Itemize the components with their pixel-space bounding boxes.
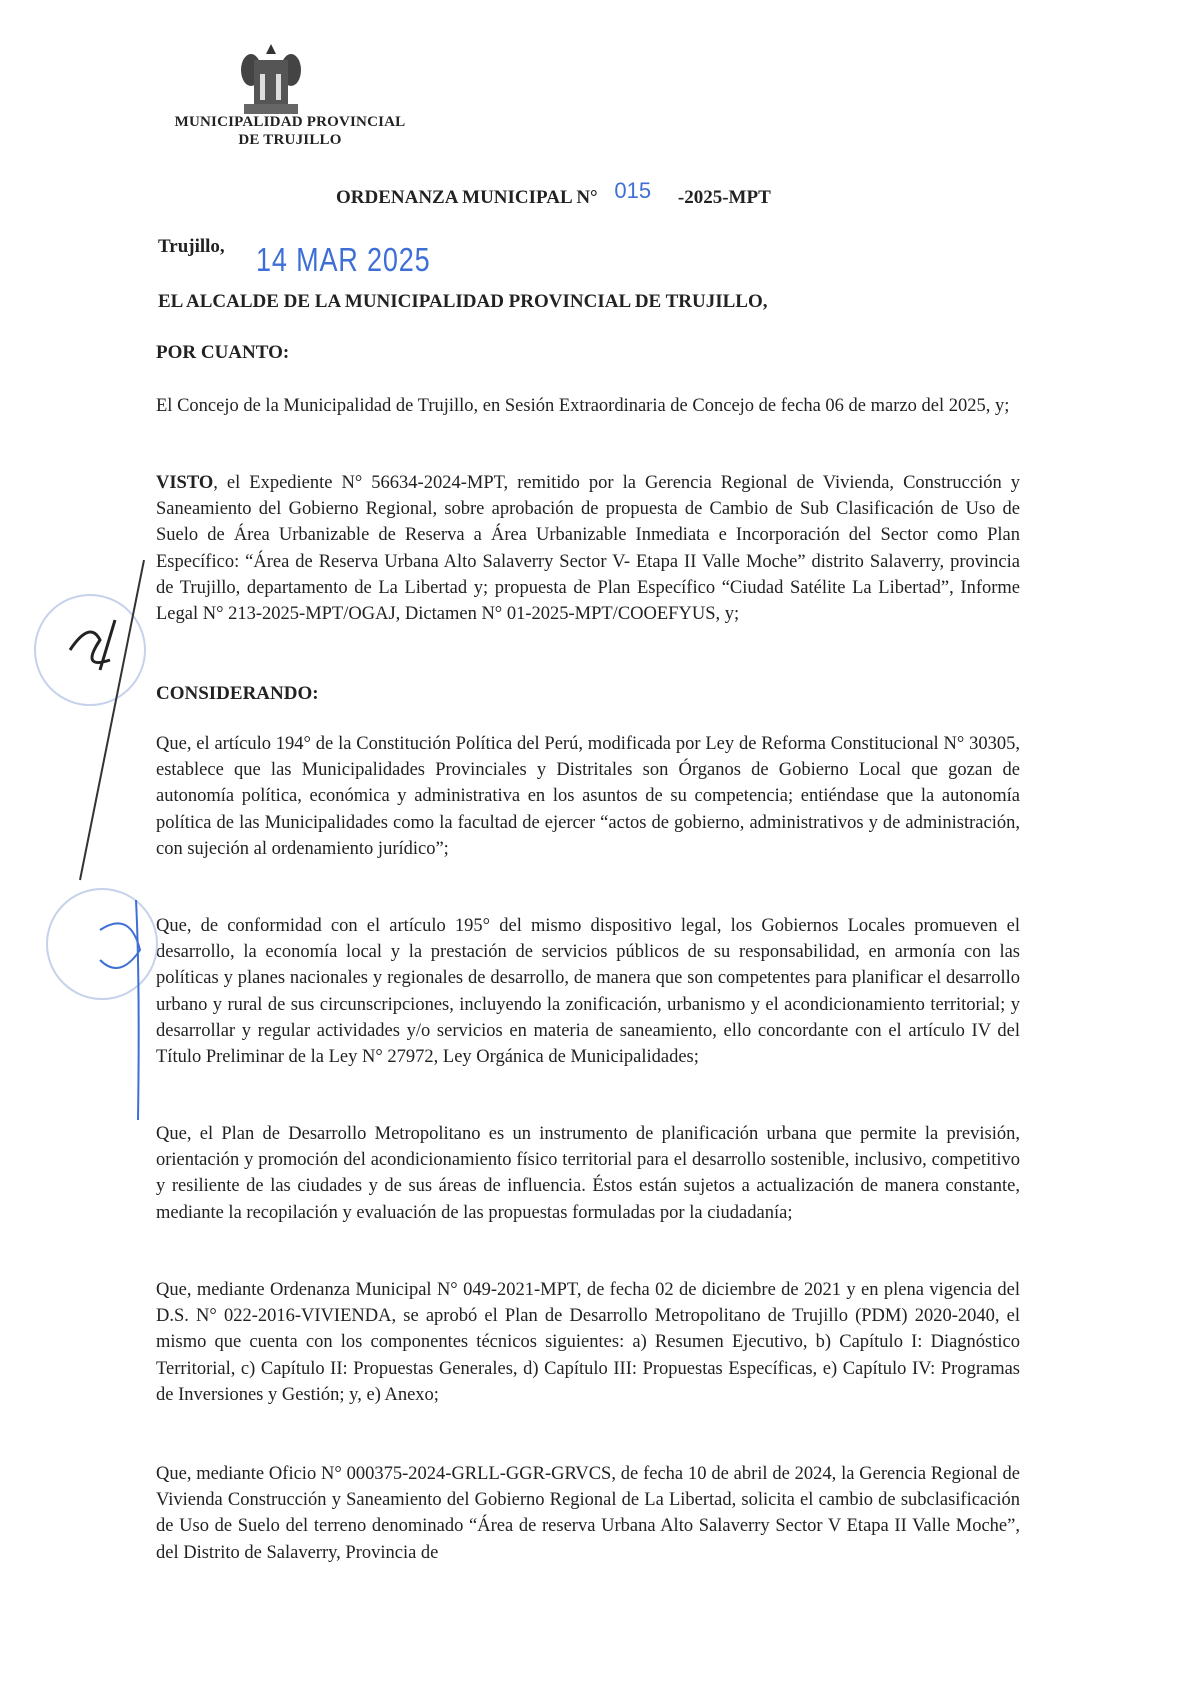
- visto-paragraph: [156, 470, 1020, 627]
- ordinance-title: [336, 178, 771, 209]
- considerando-paragraph: Que, mediante Ordenanza Municipal N° 049-2021-MPT, de fecha 02 de diciembre de 2021 y en plena vigencia del D.S. N° 022-2016-VIVIENDA, se aprobó el Plan de Desarrollo Metropolitano de Trujillo (PDM) 2020-2040, el mismo que cuenta con los componentes técnicos siguientes: a) Resumen Ejecutivo, b) Capítulo I: Diagnóstico Territorial, c) Capítulo II: Propuestas Generales, d) Capítulo III: Propuestas Específicas, e) Capítulo IV: Programas de Inversiones y Gestión; y, e) Anexo;: [156, 1280, 1020, 1405]
- title-prefix: ORDENANZA MUNICIPAL N°: [336, 187, 598, 208]
- municipal-coat-of-arms: [236, 42, 306, 118]
- place: Trujillo,: [158, 236, 225, 257]
- por-cuanto-heading: POR CUANTO:: [156, 342, 290, 363]
- considerando-paragraph: Que, el Plan de Desarrollo Metropolitano es un instrumento de planificación urbana que permite la previsión, orientación y promoción del acondicionamiento físico territorial para el desarrollo sostenible, inclusivo, competitivo y resiliente de las ciudades y de sus áreas de influencia. Éstos están sujetos a actualización de manera constante, mediante la recopilación y evaluación de las propuestas formuladas por la ciudadanía;: [156, 1124, 1020, 1223]
- org-name-line2: DE TRUJILLO: [238, 132, 342, 148]
- considerando-paragraph: Que, el artículo 194° de la Constitución Política del Perú, modificada por Ley de Reforma Constitucional N° 30305, establece que las Municipalidades Provinciales y Distritales son Órganos de Gobierno Local que gozan de autonomía política, económica y administrativa en los asuntos de su competencia; entiéndase que la autonomía política de las Municipalidades como la facultad de ejercer “actos de gobierno, administrativos y de administración, con sujeción al ordenamiento jurídico”;: [156, 734, 1020, 859]
- considerando-heading: CONSIDERANDO:: [156, 683, 319, 704]
- ordinance-number: 015: [614, 178, 652, 203]
- date-stamp: 14 MAR 2025: [256, 241, 431, 278]
- intro-paragraph: El Concejo de la Municipalidad de Trujillo, en Sesión Extraordinaria de Concejo de fecha 06 de marzo del 2025, y;: [156, 396, 1010, 416]
- visto-text: , el Expediente N° 56634-2024-MPT, remitido por la Gerencia Regional de Vivienda, Construcción y Saneamiento del Gobierno Regional, sobre aprobación de propuesta de Cambio de Sub Clasificación de Uso de Suelo de Área Urbanizable de Reserva a Área Urbanizable Inmediata e Incorporación del Sector como Plan Específico: “Área de Reserva Urbana Alto Salaverry Sector V- Etapa II Valle Moche” distrito Salaverry, provincia de Trujillo, departamento de La Libertad y; propuesta de Plan Específico “Ciudad Satélite La Libertad”, Informe Legal N° 213-2025-MPT/OGAJ, Dictamen N° 01-2025-MPT/COOEFYUS, y;: [156, 473, 1020, 625]
- signature-mark: [60, 560, 180, 1120]
- title-suffix: -2025-MPT: [677, 187, 771, 208]
- considerando-paragraph: Que, mediante Oficio N° 000375-2024-GRLL-GGR-GRVCS, de fecha 10 de abril de 2024, la Gerencia Regional de Vivienda Construcción y Saneamiento del Gobierno Regional de La Libertad, solicita el cambio de subclasificación de Uso de Suelo del terreno denominado “Área de reserva Urbana Alto Salaverry Sector V Etapa II Valle Moche”, del Distrito de Salaverry, Provincia de: [156, 1464, 1020, 1563]
- considerando-paragraph: Que, de conformidad con el artículo 195° del mismo dispositivo legal, los Gobiernos Locales promueven el desarrollo, la economía local y la prestación de servicios públicos de su responsabilidad, en armonía con las políticas y planes nacionales y regionales de desarrollo, de manera que son competentes para planificar el desarrollo urbano y rural de sus circunscripciones, incluyendo la zonificación, urbanismo y el acondicionamiento territorial; y desarrollar y regular actividades y/o servicios en materia de saneamiento, ello concordante con el artículo IV del Título Preliminar de la Ley N° 27972, Ley Orgánica de Municipalidades;: [156, 916, 1020, 1068]
- addressee: EL ALCALDE DE LA MUNICIPALIDAD PROVINCIAL DE TRUJILLO,: [158, 291, 768, 312]
- visto-label: VISTO: [156, 473, 214, 493]
- org-name-line1: MUNICIPALIDAD PROVINCIAL: [174, 114, 406, 130]
